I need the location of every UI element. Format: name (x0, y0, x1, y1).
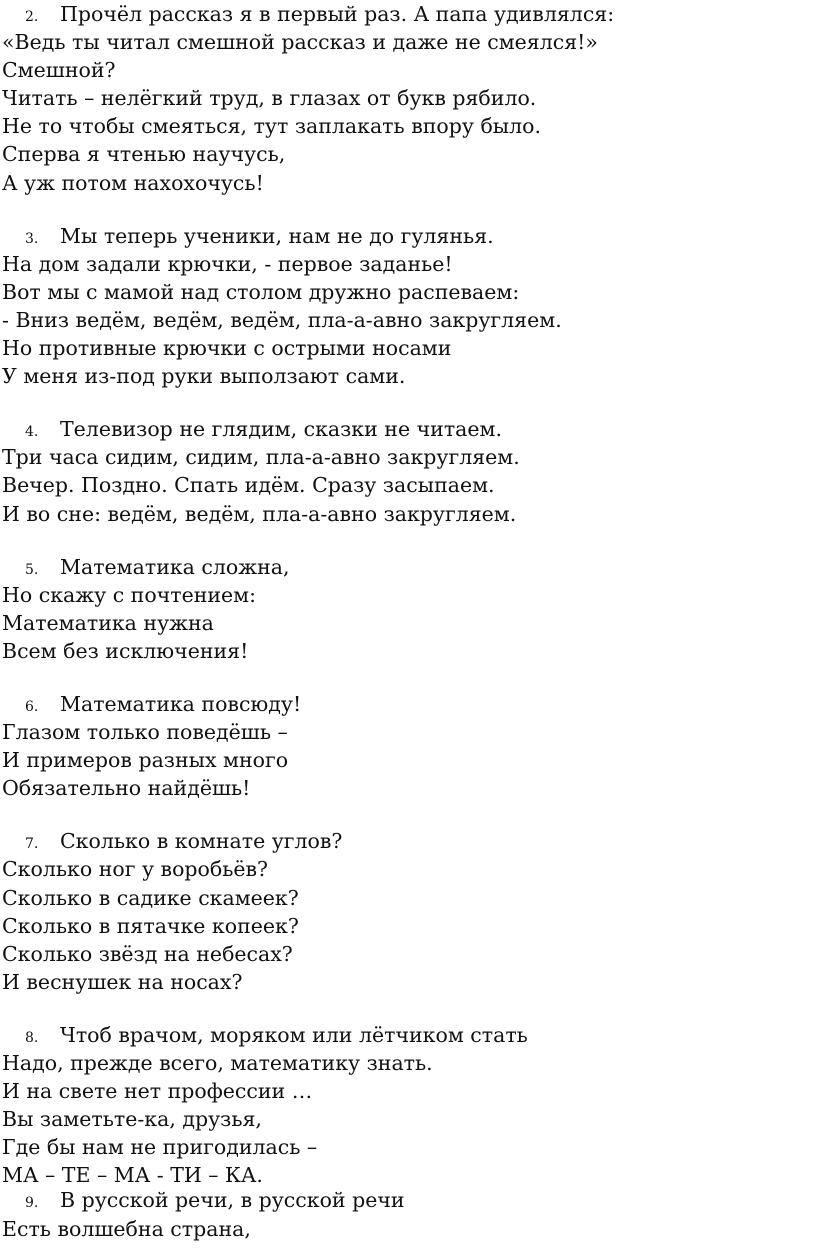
stanza (2, 690, 814, 802)
stanza-number: 7. (25, 836, 39, 853)
poem-line: Вот мы с мамой над столом дружно распеваем: (2, 279, 520, 304)
stanza-gap (2, 197, 814, 222)
poem-line: - Вниз ведём, ведём, ведём, пла-а-авно закругляем. (2, 307, 562, 332)
poem-line: Читать – нелёгкий труд, в глазах от букв рябило. (2, 86, 537, 111)
poem-line: И веснушек на носах? (2, 969, 243, 994)
poem-line: Сколько звёзд на небесах? (2, 941, 293, 966)
document-page (2, 0, 814, 1243)
poem-line: Телевизор не глядим, сказки не читаем. (60, 417, 502, 442)
stanza (2, 222, 814, 391)
stanza (2, 1021, 814, 1190)
stanza-number: 3. (25, 230, 39, 247)
stanza (2, 0, 814, 197)
poem-line: Чтоб врачом, моряком или лётчиком стать (60, 1022, 528, 1047)
poem-line: Где бы нам не пригодилась – (2, 1135, 318, 1160)
poem-line: Но скажу с почтением: (2, 582, 257, 607)
poem-line: И во сне: ведём, ведём, пла-а-авно закругляем. (2, 501, 517, 526)
poem-line: Сколько ног у воробьёв? (2, 857, 269, 882)
stanza (2, 827, 814, 996)
poem-line: Не то чтобы смеяться, тут заплакать впору было. (2, 114, 541, 139)
poem-line: Математика повсюду! (60, 691, 302, 716)
poem-line: У меня из-под руки выползают сами. (2, 364, 406, 389)
stanza-number: 2. (25, 9, 39, 25)
poem-line: Сколько в садике скамеек? (2, 885, 299, 910)
stanza (2, 415, 814, 527)
poem-line: Математика нужна (2, 610, 214, 635)
stanza-gap (2, 996, 814, 1021)
poem-line: Обязательно найдёшь! (2, 776, 251, 801)
poem-line: Глазом только поведёшь – (2, 720, 288, 745)
poem-line: Сколько в комнате углов? (60, 829, 343, 854)
stanza-number: 9. (25, 1195, 39, 1212)
stanza-number: 6. (25, 698, 39, 715)
poem-line: Математика сложна, (60, 554, 290, 579)
stanza-gap (2, 665, 814, 690)
poem-line: Смешной? (2, 58, 116, 83)
stanza-gap (2, 528, 814, 553)
poem-line: Надо, прежде всего, математику знать. (2, 1051, 433, 1075)
poem-line: В русской речи, в русской речи (60, 1188, 405, 1213)
poem-line: Всем без исключения! (2, 638, 249, 663)
poem-line: А уж потом нахохочусь! (2, 170, 264, 195)
poem-line: МА – ТЕ – МА - ТИ – КА. (2, 1163, 263, 1188)
poem-line: Три часа сидим, сидим, пла-а-авно закругляем. (2, 445, 520, 470)
stanza (2, 553, 814, 665)
poem-line: Вечер. Поздно. Спать идём. Сразу засыпаем. (2, 473, 495, 498)
stanza-number: 5. (25, 561, 39, 578)
poem-line: Есть волшебна страна, (2, 1216, 251, 1241)
stanza-gap (2, 802, 814, 827)
poem-line: Вы заметьте-ка, друзья, (2, 1107, 262, 1132)
poem-line: Мы теперь ученики, нам не до гулянья. (60, 223, 494, 248)
stanza-gap (2, 390, 814, 415)
stanza (2, 1186, 814, 1242)
poem-line: И примеров разных много (2, 748, 289, 773)
stanza-number: 4. (25, 424, 39, 441)
poem-line: Прочёл рассказ я в первый раз. А папа удивлялся: (60, 2, 615, 26)
poem-line: Но противные крючки с острыми носами (2, 336, 452, 361)
poem-line: Сперва я чтенью научусь, (2, 142, 286, 167)
poem-line: «Ведь ты читал смешной рассказ и даже не смеялся!» (2, 30, 598, 55)
stanza-number: 8. (25, 1029, 39, 1046)
poem-line: И на свете нет профессии … (2, 1079, 313, 1104)
poem-line: Сколько в пятачке копеек? (2, 913, 299, 938)
poem-line: На дом задали крючки, - первое заданье! (2, 251, 453, 276)
